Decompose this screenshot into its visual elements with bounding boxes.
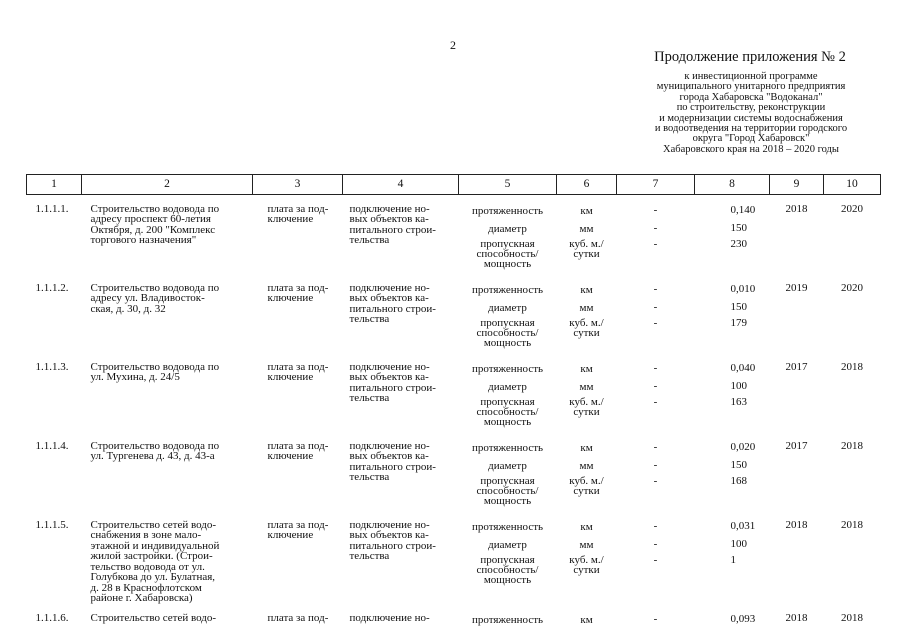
parameter-name-line: способность/ (476, 484, 539, 497)
start-year: 2017 (785, 360, 808, 373)
parameter-value: 150 (730, 459, 747, 472)
parameter-name-line: протяженность (471, 520, 544, 533)
parameter-unit-text (580, 615, 592, 625)
purpose-line: вых объектов ка- (349, 213, 429, 225)
parameter-value: 100 (730, 380, 747, 393)
parameter-name-line: пропускная (480, 395, 535, 408)
parameter-values (695, 518, 770, 604)
column-header: 6 (557, 175, 617, 195)
financing-source (253, 281, 343, 353)
object-name-line: снабжения в зоне мало- (90, 529, 202, 541)
end-year: 2018 (841, 360, 863, 373)
parameter-name-line: пропускная (480, 237, 535, 250)
purpose-line: подключение но- (349, 439, 430, 452)
column-7-value: - (653, 380, 658, 393)
parameter-name (459, 360, 557, 378)
column-7-value: - (653, 613, 658, 626)
parameter-name (459, 317, 557, 353)
parameter-unit-text (569, 239, 603, 259)
end-year: 2018 (841, 611, 863, 624)
appendix-title: Продолжение приложения № 2 (654, 49, 846, 65)
parameter-unit-text (569, 476, 603, 496)
subtitle-line: и водоотведения на территории городского (654, 123, 848, 135)
column-7-value: - (653, 395, 658, 408)
subtitle-line: по строительству, реконструкции (676, 102, 826, 114)
object-name-line: ул. Мухина, д. 24/5 (90, 371, 180, 383)
purpose-line: подключение но- (349, 202, 430, 215)
parameter-units (557, 281, 617, 353)
table-row (27, 360, 881, 432)
financing-source (253, 518, 343, 604)
parameter-name-line: протяженность (471, 204, 544, 217)
parameter-unit-text (580, 382, 594, 392)
parameter-unit (557, 611, 617, 629)
table-row (27, 518, 881, 604)
purpose-line: подключение но- (349, 360, 430, 373)
parameter-unit-text (569, 397, 603, 417)
parameter-name-text (472, 285, 543, 295)
financing-source-line: плата за под- (267, 281, 329, 294)
parameter-unit-text (569, 555, 603, 575)
column-header: 4 (343, 175, 459, 195)
column-7-value: - (653, 362, 658, 375)
parameter-unit-text (580, 443, 592, 453)
financing-source (253, 360, 343, 432)
parameter-value: 1 (730, 553, 736, 566)
financing-source-line: ключение (267, 292, 314, 304)
parameter-name-text (477, 397, 539, 427)
end-year: 2020 (841, 281, 863, 294)
financing-source-line: плата за под- (267, 360, 329, 373)
column-7-value: - (653, 237, 658, 250)
parameter-unit-line: куб. м./ (569, 553, 604, 566)
parameter-name (459, 457, 557, 475)
parameter-name (459, 220, 557, 238)
purpose-line: тельства (349, 471, 390, 483)
column-header: 3 (253, 175, 343, 195)
parameter-unit (557, 317, 617, 353)
parameter-name-line: пропускная (480, 553, 535, 566)
parameter-unit (557, 518, 617, 536)
purpose (343, 281, 459, 353)
row-number: 1.1.1.4. (35, 439, 69, 452)
row-number: 1.1.1.3. (35, 360, 69, 373)
parameter-name-text (488, 382, 527, 392)
appendix-subtitle (620, 72, 882, 155)
purpose-line: подключение но- (349, 518, 430, 531)
object-name-line: торгового назначения" (90, 234, 197, 246)
parameter-unit-line: км (580, 441, 593, 454)
purpose (343, 611, 459, 629)
parameter-name-text (472, 615, 543, 625)
parameter-name (459, 611, 557, 629)
parameter-name-line: диаметр (488, 222, 527, 235)
column-header: 2 (82, 175, 253, 195)
parameter-unit-line: сутки (573, 247, 600, 260)
parameter-unit-line: куб. м./ (569, 237, 604, 250)
parameter-value: 168 (730, 474, 747, 487)
parameter-names (459, 611, 557, 629)
parameter-name (459, 202, 557, 220)
parameter-name-line: способность/ (476, 326, 539, 339)
purpose-line: вых объектов ка- (349, 371, 429, 383)
parameter-name-text (477, 555, 539, 585)
parameter-unit (557, 378, 617, 396)
parameter-name (459, 518, 557, 536)
object-name-line: районе г. Хабаровска) (90, 592, 193, 604)
parameter-name-text (472, 443, 543, 453)
investment-program-table (26, 174, 881, 629)
purpose-line: питального строи- (349, 223, 436, 236)
object-name-line: адресу проспект 60-летия (90, 213, 211, 225)
subtitle-line: города Хабаровска "Водоканал" (679, 91, 823, 103)
purpose-line: тельства (349, 313, 390, 325)
parameter-values (695, 281, 770, 353)
column-7-value: - (653, 283, 658, 296)
parameter-name-text (477, 318, 539, 348)
object-name (82, 611, 253, 629)
parameter-unit-line: мм (579, 380, 594, 393)
object-name (82, 439, 253, 511)
object-name (82, 360, 253, 432)
financing-source-line: ключение (267, 450, 314, 462)
parameter-unit-line: мм (579, 538, 594, 551)
row-number: 1.1.1.1. (35, 202, 69, 215)
parameter-unit (557, 554, 617, 590)
parameter-unit-line: мм (579, 222, 594, 235)
end-year: 2018 (841, 518, 863, 531)
parameter-name (459, 299, 557, 317)
subtitle-line: муниципального унитарного предприятия (656, 81, 846, 93)
parameter-column-7 (617, 439, 695, 511)
column-header: 9 (770, 175, 824, 195)
parameter-names (459, 360, 557, 432)
parameter-name-line: мощность (483, 336, 532, 349)
parameter-name-line: мощность (483, 573, 532, 586)
parameter-unit-text (580, 364, 592, 374)
financing-source-line: плата за под- (267, 439, 329, 452)
column-7-value: - (653, 316, 658, 329)
parameter-name-line: пропускная (480, 474, 535, 487)
parameter-unit (557, 281, 617, 299)
parameter-unit-line: км (580, 520, 593, 533)
parameter-unit-line: км (580, 204, 593, 217)
parameter-names (459, 281, 557, 353)
parameter-name-line: диаметр (488, 459, 527, 472)
parameter-name (459, 378, 557, 396)
parameter-unit (557, 475, 617, 511)
purpose (343, 439, 459, 511)
object-name-line: Октября, д. 200 "Комплекс (90, 223, 216, 236)
parameter-name-text (472, 364, 543, 374)
column-header: 7 (617, 175, 695, 195)
parameter-unit (557, 202, 617, 220)
object-name-line: Строительство водовода по (90, 360, 220, 373)
purpose (343, 360, 459, 432)
purpose-line: питального строи- (349, 302, 436, 315)
parameter-unit (557, 439, 617, 457)
parameter-name-text (488, 461, 527, 471)
object-name-line: адресу ул. Владивосток- (90, 292, 205, 304)
parameter-name (459, 554, 557, 590)
purpose-line: питального строи- (349, 381, 436, 394)
parameter-name (459, 238, 557, 274)
parameter-unit (557, 299, 617, 317)
column-7-value: - (653, 459, 658, 472)
parameter-unit (557, 238, 617, 274)
purpose-line: тельства (349, 550, 390, 562)
column-7-value: - (653, 474, 658, 487)
parameter-value: 0,020 (730, 441, 756, 454)
object-name-line: Строительство сетей водо- (90, 611, 217, 624)
parameter-value: 179 (730, 316, 747, 329)
parameter-name-line: способность/ (476, 405, 539, 418)
financing-source (253, 611, 343, 629)
purpose-line: вых объектов ка- (349, 292, 429, 304)
financing-source (253, 202, 343, 274)
table-row (27, 439, 881, 511)
subtitle-line: и модернизации системы водоснабжения (659, 112, 843, 124)
object-name-line: Строительство водовода по (90, 202, 220, 215)
column-7-value: - (653, 538, 658, 551)
purpose-line: тельства (349, 392, 390, 404)
parameter-name-line: способность/ (476, 247, 539, 260)
object-name-line: Строительство сетей водо- (90, 518, 217, 531)
parameter-unit (557, 220, 617, 238)
purpose-line: питального строи- (349, 460, 436, 473)
parameter-name-line: мощность (483, 494, 532, 507)
purpose-line: вых объектов ка- (349, 450, 429, 462)
parameter-value: 0,031 (730, 520, 756, 533)
end-year: 2020 (841, 202, 863, 215)
financing-source-line: плата за под- (267, 611, 329, 624)
row-number: 1.1.1.5. (35, 518, 69, 531)
parameter-unit-text (580, 540, 594, 550)
parameter-unit-line: км (580, 613, 593, 626)
object-name-line: Голубкова до ул. Булатная, (90, 571, 216, 583)
object-name-line: жилой застройки. (Строи- (90, 550, 213, 562)
parameter-units (557, 439, 617, 511)
column-header: 8 (695, 175, 770, 195)
page-number: 2 (450, 38, 456, 52)
parameter-value: 163 (730, 395, 747, 408)
object-name-line: тельство водовода от ул. (90, 560, 205, 573)
column-header: 10 (824, 175, 881, 195)
subtitle-line: к инвестиционной программе (684, 71, 818, 82)
parameter-unit-line: сутки (573, 326, 600, 339)
parameter-name-line: мощность (483, 415, 532, 428)
parameter-unit-line: мм (579, 459, 594, 472)
parameter-name-text (477, 239, 539, 269)
parameter-name-text (488, 540, 527, 550)
parameter-name-line: протяженность (471, 441, 544, 454)
end-year: 2018 (841, 439, 863, 452)
column-7-value: - (653, 301, 658, 314)
parameter-column-7 (617, 611, 695, 629)
parameter-name (459, 396, 557, 432)
column-7-value: - (653, 553, 658, 566)
parameter-value: 150 (730, 301, 747, 314)
object-name-line: ул. Тургенева д. 43, д. 43-а (90, 450, 215, 462)
parameter-unit (557, 360, 617, 378)
object-name-line: Строительство водовода по (90, 281, 220, 294)
financing-source-line: плата за под- (267, 202, 329, 215)
object-name (82, 202, 253, 274)
parameter-units (557, 202, 617, 274)
parameter-unit-text (580, 224, 594, 234)
row-number: 1.1.1.6. (35, 611, 69, 624)
column-7-value: - (653, 520, 658, 533)
subtitle-line: Хабаровского края на 2018 – 2020 годы (663, 143, 839, 155)
column-7-value: - (653, 204, 658, 217)
object-name-line: д. 28 в Краснофлотском (90, 581, 202, 594)
parameter-unit-text (580, 522, 592, 532)
parameter-values (695, 360, 770, 432)
parameter-name-text (472, 522, 543, 532)
parameter-name-line: диаметр (488, 380, 527, 393)
parameter-column-7 (617, 518, 695, 604)
object-name (82, 518, 253, 604)
object-name-line: ская, д. 30, д. 32 (90, 302, 166, 315)
parameter-value: 0,040 (730, 362, 756, 375)
parameter-name-text (472, 206, 543, 216)
parameter-unit-line: сутки (573, 405, 600, 418)
parameter-units (557, 611, 617, 629)
parameter-name-text (477, 476, 539, 506)
column-7-value: - (653, 222, 658, 235)
start-year: 2018 (785, 611, 808, 624)
parameter-column-7 (617, 202, 695, 274)
parameter-value: 0,140 (730, 204, 756, 217)
parameter-unit-line: куб. м./ (569, 316, 604, 329)
parameter-names (459, 518, 557, 604)
table-row (27, 202, 881, 274)
financing-source-line: ключение (267, 371, 314, 383)
purpose-line: питального строи- (349, 539, 436, 552)
parameter-unit-line: км (580, 362, 593, 375)
start-year: 2018 (785, 202, 808, 215)
parameter-name (459, 536, 557, 554)
parameter-unit-line: куб. м./ (569, 474, 604, 487)
parameter-unit-text (580, 303, 594, 313)
purpose (343, 202, 459, 274)
parameter-units (557, 518, 617, 604)
column-header: 1 (27, 175, 82, 195)
parameter-value: 0,010 (730, 283, 756, 296)
parameter-value: 100 (730, 538, 747, 551)
parameter-name-line: протяженность (471, 613, 544, 626)
purpose-line: тельства (349, 234, 390, 246)
parameter-column-7 (617, 360, 695, 432)
purpose-line: вых объектов ка- (349, 529, 429, 541)
parameter-name-line: протяженность (471, 362, 544, 375)
subtitle-line: округа "Город Хабаровск" (692, 133, 810, 145)
parameter-unit-text (569, 318, 603, 338)
parameter-name-line: мощность (483, 257, 532, 270)
parameter-name-text (488, 303, 527, 313)
parameter-name (459, 439, 557, 457)
parameter-value: 150 (730, 222, 747, 235)
parameter-unit (557, 536, 617, 554)
parameter-unit (557, 457, 617, 475)
object-name (82, 281, 253, 353)
parameter-names (459, 202, 557, 274)
object-name-line: этажной и индивидуальной (90, 539, 220, 552)
start-year: 2017 (785, 439, 808, 452)
parameter-name-text (488, 224, 527, 234)
parameter-unit-line: сутки (573, 563, 600, 576)
parameter-unit-line: км (580, 283, 593, 296)
parameter-unit-line: куб. м./ (569, 395, 604, 408)
parameter-unit-text (580, 285, 592, 295)
table-row (27, 281, 881, 353)
financing-source-line: ключение (267, 529, 314, 541)
parameter-name-line: пропускная (480, 316, 535, 329)
financing-source-line: ключение (267, 213, 314, 225)
parameter-units (557, 360, 617, 432)
purpose-line: подключение но- (349, 281, 430, 294)
parameter-unit-text (580, 206, 592, 216)
parameter-value: 0,093 (730, 613, 756, 626)
financing-source (253, 439, 343, 511)
parameter-values (695, 439, 770, 511)
parameter-unit (557, 396, 617, 432)
parameter-unit-line: мм (579, 301, 594, 314)
parameter-names (459, 439, 557, 511)
column-header: 5 (459, 175, 557, 195)
column-7-value: - (653, 441, 658, 454)
start-year: 2018 (785, 518, 808, 531)
start-year: 2019 (785, 281, 808, 294)
parameter-name-line: протяженность (471, 283, 544, 296)
parameter-name-line: диаметр (488, 301, 527, 314)
table-row (27, 611, 881, 629)
parameter-name-line: способность/ (476, 563, 539, 576)
object-name-line: Строительство водовода по (90, 439, 220, 452)
parameter-column-7 (617, 281, 695, 353)
parameter-unit-text (580, 461, 594, 471)
financing-source-line: плата за под- (267, 518, 329, 531)
parameter-value: 230 (730, 237, 747, 250)
parameter-name (459, 281, 557, 299)
parameter-unit-line: сутки (573, 484, 600, 497)
table-header-row (27, 175, 881, 195)
purpose (343, 518, 459, 604)
purpose-line: подключение но- (349, 611, 430, 624)
parameter-values (695, 202, 770, 274)
row-number: 1.1.1.2. (35, 281, 69, 294)
parameter-values (695, 611, 770, 629)
parameter-name (459, 475, 557, 511)
parameter-name-line: диаметр (488, 538, 527, 551)
